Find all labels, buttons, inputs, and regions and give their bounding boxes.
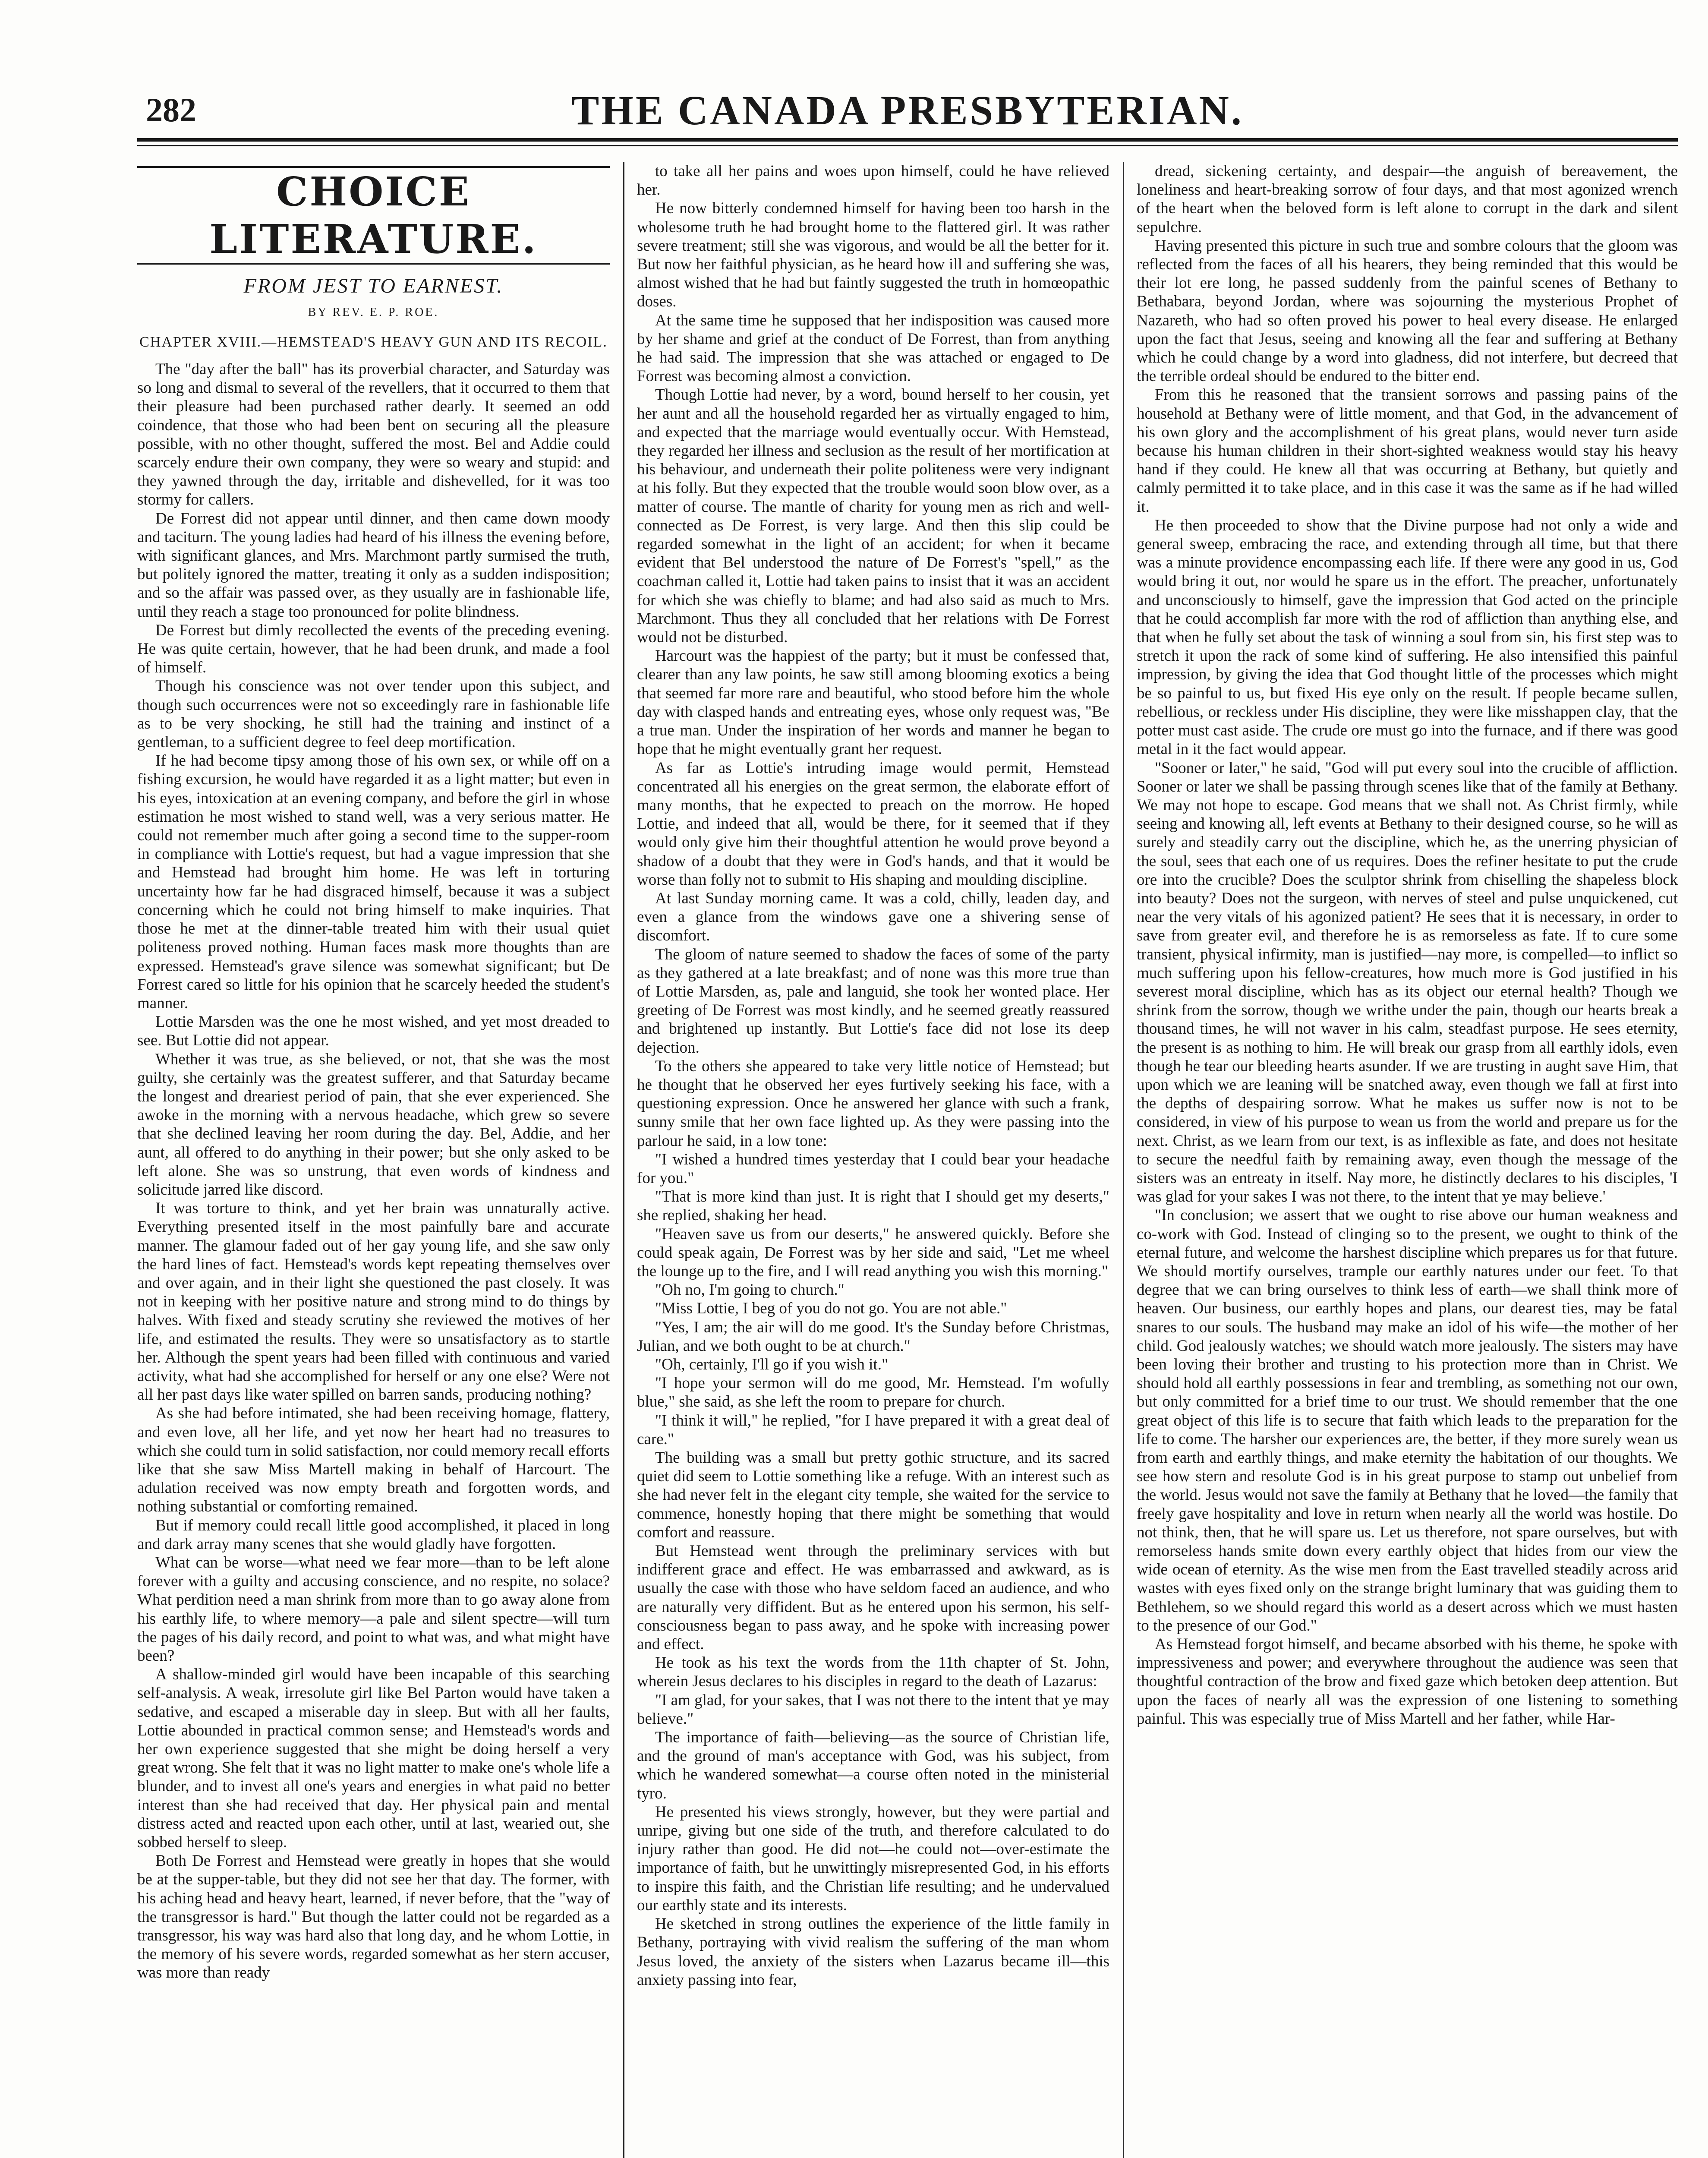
newspaper-page	[137, 86, 1678, 2158]
column-1-body	[137, 360, 610, 1982]
article-paragraph: As far as Lottie's intruding image would permit, Hemstead concentrated all his energies on the great sermon, the elaborate effort of many months, that he expected to preach on the morrow. He hoped Lottie, and indeed that all, would be there, for it seemed that if they would only give him their thoughtful attention he would prove beyond a shadow of a doubt that they were in God's hands, and that it would be worse than folly not to submit to His shaping and moulding discipline.	[637, 759, 1109, 889]
article-paragraph: As she had before intimated, she had been receiving homage, flattery, and even love, all her life, and yet now her heart had no treasures to which she could turn in solid satisfaction, nor could memory recall efforts like that she saw Miss Martell making in behalf of Harcourt. The adulation received was now empty breath and forgotten words, and nothing substantial or comforting remained.	[137, 1404, 610, 1516]
article-paragraph: He now bitterly condemned himself for having been too harsh in the wholesome truth he had brought home to the flattered girl. It was rather severe treatment; still she was vigorous, and would be all the better for it. But now her faithful physician, as he heard how ill and suffering she was, almost wished that he had but faintly suggested the truth in homœopathic doses.	[637, 199, 1109, 311]
article-paragraph: "In conclusion; we assert that we ought to rise above our human weakness and co-work with God. Instead of clinging so to the present, we ought to think of the eternal future, and welcome the harshest discipline which prepares us for that future. We should mortify ourselves, trample our earthly natures under our feet. To that degree that we can bring ourselves to think less of earth—we shall think more of heaven. Our business, our earthly hopes and plans, our dearest ties, may be fatal snares to our souls. The husband may make an idol of his wife—the mother of her child. God jealously watches; we should watch more jealously. The sisters may have been loving their brother and trusting to his protection more than in Christ. We should hold all earthly possessions in fear and trembling, as something not our own, but only committed for a brief time to our trust. We should remember that the one great object of this life is to secure that faith which leads to the preparation for the life to come. The harsher our experiences are, the better, if they more surely wean us from earth and earthly things, and make eternity the habitation of our thoughts. We see how stern and resolute God is in his great purpose to stamp out unbelief from the world. Jesus would not save the family at Bethany that he loved—the family that freely gave hospitality and love in return when nearly all the world was hostile. Do not think, then, that he will spare us. Let us therefore, not spare ourselves, but with remorseless hands smite down every earthly object that hides from our view the wide ocean of eternity. As the wise men from the East travelled steadily across arid wastes with eyes fixed only on the strange bright luminary that was guiding them to Bethlehem, so we should regard this world as a desert across which we must hasten to the presence of our God."	[1137, 1206, 1678, 1634]
article-paragraph: "Yes, I am; the air will do me good. It's the Sunday before Christmas, Julian, and we both ought to be at church."	[637, 1318, 1109, 1355]
article-paragraph: But Hemstead went through the preliminary services with but indifferent grace and effect. He was embarrassed and awkward, as is usually the case with those who have seldom faced an audience, and who are naturally very diffident. But as he entered upon his sermon, his self-consciousness began to pass away, and he spoke with increasing power and effect.	[637, 1542, 1109, 1653]
article-paragraph: "Sooner or later," he said, "God will put every soul into the crucible of affliction. Sooner or later we shall be passing through scenes like that of the family at Bethany. We may not hope to escape. God means that we shall not. As Christ firmly, while seeing and knowing all, left events at Bethany to their designed course, so he will as surely and steadily carry out the discipline, which he, as the unerring physician of the soul, sees that each one of us requires. Does the refiner hesitate to put the crude ore into the crucible? Does the sculptor shrink from chiselling the shapeless block into beauty? Does not the surgeon, with nerves of steel and pulse unquickened, cut near the very vitals of his agonized patient? He sees that it is necessary, in order to save from greater evil, and therefore he is as remorseless as fate. If to cure some transient, physical infirmity, man is justified—nay more, is compelled—to inflict so much suffering upon his fellow-creatures, how much more is God justified in his severest moral discipline, which has as its object our eternal health? Though we shrink from the sorrow, though we writhe under the pain, though our hearts break a thousand times, he will not waver in his calm, steadfast purpose. He sees eternity, the present is as nothing to him. He will break our grasp from all earthly idols, even though he tear our bleeding hearts asunder. If we are trusting in aught save Him, that upon which we are leaning will be snatched away, even though we fall at first into the depths of despairing sorrow. What he makes us suffer now is not to be considered, in view of his purpose to wean us from the world and prepare us for the next. Christ, as we learn from our text, is as inflexible as fate, and does not hesitate to secure the needful faith by remaining away, even though the message of the sisters was an entreaty in itself. Nay more, he distinctly declares to his disciples, 'I was glad for your sakes I was not there, to the intent that ye may believe.'	[1137, 759, 1678, 1206]
article-paragraph: "Heaven save us from our deserts," he answered quickly. Before she could speak again, De Forrest was by her side and said, "Let me wheel the lounge up to the fire, and I will read anything you wish this morning."	[637, 1225, 1109, 1280]
article-paragraph: If he had become tipsy among those of his own sex, or while off on a fishing excursion, he would have regarded it as a light matter; but even in his eyes, intoxication at an evening company, and before the girl in whose estimation he most wished to stand well, was a very serious matter. He could not remember much after going a second time to the supper-room in compliance with Lottie's request, but had a vague impression that she and Hemstead had brought him home. He was left in torturing uncertainty how far he had disgraced himself, because it was a subject concerning which he could not bring himself to make inquiries. That those he met at the dinner-table treated him with their usual quiet politeness proved nothing. Human faces mask more thoughts than are expressed. Hemstead's grave silence was somewhat significant; but De Forrest cared so little for his opinion that he scarcely heeded the student's manner.	[137, 752, 610, 1012]
article-paragraph: Both De Forrest and Hemstead were greatly in hopes that she would be at the supper-table, but they did not see her that day. The former, with his aching head and heavy heart, learned, if never before, that the "way of the transgressor is hard." But though the latter could not be regarded as a transgressor, his way was hard also that long day, and he whom Lottie, in the memory of his severe words, regarded somewhat as her stern accuser, was more than ready	[137, 1852, 610, 1982]
column-1	[137, 162, 610, 2158]
article-paragraph: The gloom of nature seemed to shadow the faces of some of the party as they gathered at a late breakfast; and of none was this more true than of Lottie Marsden, as, pale and languid, she took her wonted place. Her greeting of De Forrest was most kindly, and he seemed greatly reassured and brightened up instantly. But Lottie's face did not lose its deep dejection.	[637, 945, 1109, 1057]
story-title: FROM JEST TO EARNEST.	[243, 274, 504, 297]
article-paragraph: He sketched in strong outlines the experience of the little family in Bethany, portraying with vivid realism the suffering of the man whom Jesus loved, the anxiety of the sisters when Lazarus became ill—this anxiety passing into fear,	[637, 1915, 1109, 1989]
section-heading-text: CHOICE LITERATURE.	[137, 166, 610, 265]
article-paragraph: Though his conscience was not over tender upon this subject, and though such occurrences were not so exceedingly rare in fashionable life as to be very shocking, he still had the training and instinct of a gentleman, to a sufficient degree to feel deep mortification.	[137, 677, 610, 751]
article-paragraph: "That is more kind than just. It is right that I should get my deserts," she replied, shaking her head.	[637, 1188, 1109, 1224]
column-2	[637, 162, 1109, 2158]
article-paragraph: But if memory could recall little good accomplished, it placed in long and dark array many scenes that she would gladly have forgotten.	[137, 1516, 610, 1553]
article-paragraph: "I hope your sermon will do me good, Mr. Hemstead. I'm wofully blue," she said, as she left the room to prepare for church.	[637, 1374, 1109, 1411]
column-3-body	[1137, 162, 1678, 1728]
chapter-heading: CHAPTER XVIII.—HEMSTEAD'S HEAVY GUN AND ITS RECOIL.	[139, 334, 608, 350]
article-paragraph: De Forrest but dimly recollected the events of the preceding evening. He was quite certain, however, that he had been drunk, and made a fool of himself.	[137, 621, 610, 677]
article-paragraph: Whether it was true, as she believed, or not, that she was the most guilty, she certainly was the greatest sufferer, and that Saturday became the longest and dreariest period of pain, that she ever experienced. She awoke in the morning with a nervous headache, which grew so severe that she declined leaving her room during the day. Bel, Addie, and her aunt, all offered to do anything in their power; but she only asked to be left alone. She was so unstrung, that even words of kindness and solicitude jarred like discord.	[137, 1050, 610, 1199]
story-byline: BY REV. E. P. ROE.	[308, 306, 439, 319]
article-paragraph: At the same time he supposed that her indisposition was caused more by her shame and grief at the conduct of De Forrest, than from anything he had said. The impression that she was attached or engaged to De Forrest was becoming almost a conviction.	[637, 311, 1109, 385]
article-paragraph: Having presented this picture in such true and sombre colours that the gloom was reflected from the faces of all his hearers, they being reminded that this would be their lot ere long, he passed suddenly from the painful scenes of Bethany to Bethabara, beyond Jordan, where was sojourning the mysterious Prophet of Nazareth, who had so often proved his power to heal every disease. He enlarged upon the fact that Jesus, seeing and knowing all the fear and suffering at Bethany which he could change by a word into gladness, did not interfere, but decreed that the terrible ordeal should be endured to the bitter end.	[1137, 237, 1678, 385]
masthead-rule-thin	[137, 145, 1678, 146]
article-paragraph: It was torture to think, and yet her brain was unnaturally active. Everything presented itself in the most painfully bare and accurate manner. The glamour faded out of her gay young life, and she saw only the hard lines of fact. Hemstead's words kept repeating themselves over and over again, and in their light she questioned the past closely. It was not in keeping with her positive nature and strong mind to do things by halves. With fixed and steady scrutiny she reviewed the motives of her life, and estimated the results. They were so unsatisfactory as to startle her. Although the spent years had been filled with continuous and varied activity, what had she accomplished for herself or any one else? Were not all her past days like water spilled on barren sands, producing nothing?	[137, 1199, 610, 1404]
masthead	[137, 86, 1678, 138]
article-paragraph: "Oh no, I'm going to church."	[655, 1281, 845, 1299]
column-divider	[623, 162, 624, 2158]
column-2-body	[637, 162, 1109, 1989]
article-paragraph: The "day after the ball" has its proverbial character, and Saturday was so long and dismal to several of the revellers, that it occurred to them that their pleasure had been purchased rather dearly. It seemed an odd coindence, that those who had been bent on securing all the pleasure possible, with no other thought, suffered the most. Bel and Addie could scarcely endure their own company, they were so weary and stupid: and they yawned through the day, irritable and dishevelled, for it was too stormy for callers.	[137, 360, 610, 509]
article-paragraph: What can be worse—what need we fear more—than to be left alone forever with a guilty and accusing conscience, and no respite, no solace? What perdition need a man shrink from more than to go away alone from his earthly life, to where memory—a pale and silent spectre—will turn the pages of his daily record, and point to what was, and what might have been?	[137, 1554, 610, 1665]
article-paragraph: The importance of faith—believing—as the source of Christian life, and the ground of man's acceptance with God, was his subject, from which he wandered somewhat—a course often noted in the ministerial tyro.	[637, 1729, 1109, 1802]
article-paragraph: He then proceeded to show that the Divine purpose had not only a wide and general sweep, embracing the race, and extending through all time, but that there was a minute providence encompassing each life. If there were any good in us, God would bring it out, nor would he spare us in the effort. The preacher, unfortunately and unconsciously to himself, gave the impression that God acted on the principle that he could accomplish far more with the rod of affliction than anything else, and that when he fully set about the task of winning a soul from sin, his first step was to stretch it upon the rack of some kind of suffering. He also intensified this painful impression, by giving the idea that God thought little of the processes which might be so painful to us, but fixed His eye only on the result. If people became sullen, rebellious, or reckless under His discipline, they were like misshappen clay, that the potter must cast aside. The crude ore must go into the furnace, and if there was good metal in it the fact would appear.	[1137, 516, 1678, 758]
article-paragraph: The building was a small but pretty gothic structure, and its sacred quiet did seem to Lottie something like a refuge. With an interest such as she had never felt in the elegant city temple, she waited for the service to commence, honestly hoping that there might be something that would comfort and reassure.	[637, 1449, 1109, 1541]
article-paragraph: De Forrest did not appear until dinner, and then came down moody and taciturn. The young ladies had heard of his illness the evening before, with significant glances, and Mrs. Marchmont partly surmised the truth, but politely ignored the matter, treating it only as a sudden indisposition; and so the affair was passed over, as they usually are in fashionable life, until they reach a stage too pronounced for polite blindness.	[137, 509, 610, 621]
article-paragraph: A shallow-minded girl would have been incapable of this searching self-analysis. A weak, irresolute girl like Bel Parton would have taken a sedative, and escaped a miserable day in sleep. But with all her faults, Lottie abounded in practical common sense; and Hemstead's words and her own experience suggested that she might be doing herself a very great wrong. She felt that it was no light matter to make one's whole life a blunder, and to invest all one's years and energies in what paid no better interest than she had received that day. Her physical pain and mental distress acted and reacted upon each other, until at last, wearied out, she sobbed herself to sleep.	[137, 1666, 610, 1852]
article-paragraph: "Miss Lottie, I beg of you do not go. You are not able."	[655, 1300, 1007, 1318]
article-paragraph: He presented his views strongly, however, but they were partial and unripe, giving but one side of the truth, and therefore calculated to do injury rather than good. He did not—he could not—over-estimate the importance of faith, but he unwittingly misrepresented God, in his efforts to inspire this faith, and the Christian life resulting; and he undervalued our earthly state and its interests.	[637, 1803, 1109, 1914]
article-paragraph: To the others she appeared to take very little notice of Hemstead; but he thought that he observed her eyes furtively seeking his face, with a questioning expression. Once he answered her glance with such a frank, sunny smile that her own face lighted up. As they were passing into the parlour he said, in a low tone:	[637, 1057, 1109, 1150]
article-paragraph: Lottie Marsden was the one he most wished, and yet most dreaded to see. But Lottie did not appear.	[137, 1013, 610, 1050]
section-heading	[137, 166, 610, 265]
article-paragraph: From this he reasoned that the transient sorrows and passing pains of the household at Bethany were of little moment, and that God, in the advancement of his own glory and the accomplishment of his great plans, would never turn aside because his human children in their short-sighted weakness would stay his heavy hand if they could. He knew all that was occurring at Bethany, but quietly and calmly permitted it to take place, and in this case it was the same as if he had willed it.	[1137, 386, 1678, 516]
newspaper-title: THE CANADA PRESBYTERIAN.	[571, 87, 1244, 133]
masthead-rule-thick	[137, 138, 1678, 142]
article-paragraph: "I wished a hundred times yesterday that I could bear your headache for you."	[637, 1150, 1109, 1187]
column-3	[1137, 162, 1678, 2158]
article-paragraph: Though Lottie had never, by a word, bound herself to her cousin, yet her aunt and all the household regarded her as virtually engaged to him, and expected that the marriage would eventually occur. With Hemstead, they regarded her illness and seclusion as the result of her mortification at his behaviour, and underneath their polite politeness were very indignant at his folly. But they expected that the trouble would soon blow over, as a matter of course. The mantle of charity for young men as rich and well-connected as De Forrest, is very large. And then this slip could be regarded somewhat in the light of an accident; for when it became evident that Bel understood the nature of De Forrest's "spell," as the coachman called it, Lottie had taken pains to insist that it was an accident for which she was chiefly to blame; and had also said as much to Mrs. Marchmont. Thus they all concluded that her relations with De Forrest would not be disturbed.	[637, 386, 1109, 647]
article-paragraph: At last Sunday morning came. It was a cold, chilly, leaden day, and even a glance from the windows gave one a shivering sense of discomfort.	[637, 889, 1109, 945]
article-paragraph: Harcourt was the happiest of the party; but it must be confessed that, clearer than any law points, he saw still among blooming exotics a being that seemed far more rare and beautiful, who stood before him the whole day with clasped hands and entreating eyes, whose only request was, "Be a true man. Under the inspiration of her words and manner he began to hope that he might eventually grant her request.	[637, 647, 1109, 758]
article-paragraph: "Oh, certainly, I'll go if you wish it."	[655, 1356, 889, 1373]
article-paragraph: "I think it will," he replied, "for I have prepared it with a great deal of care."	[637, 1411, 1109, 1448]
article-paragraph: As Hemstead forgot himself, and became absorbed with his theme, he spoke with impressiveness and power; and everywhere throughout the audience was seen that thoughtful contraction of the brow and fixed gaze which betoken deep attention. But upon the faces of nearly all was the expression of one listening to something painful. This was especially true of Miss Martell and her father, while Har-	[1137, 1635, 1678, 1728]
column-divider	[1123, 162, 1124, 2158]
article-paragraph: to take all her pains and woes upon himself, could he have relieved her.	[637, 162, 1109, 199]
page-number: 282	[146, 91, 196, 129]
article-paragraph: dread, sickening certainty, and despair—the anguish of bereavement, the loneliness and heart-breaking sorrow of four days, and that most agonized wrench of the heart when the beloved form is left alone to corrupt in the dark and silent sepulchre.	[1137, 162, 1678, 236]
article-paragraph: He took as his text the words from the 11th chapter of St. John, wherein Jesus declares to his disciples in regard to the death of Lazarus:	[637, 1654, 1109, 1691]
article-paragraph: "I am glad, for your sakes, that I was not there to the intent that ye may believe."	[637, 1691, 1109, 1728]
